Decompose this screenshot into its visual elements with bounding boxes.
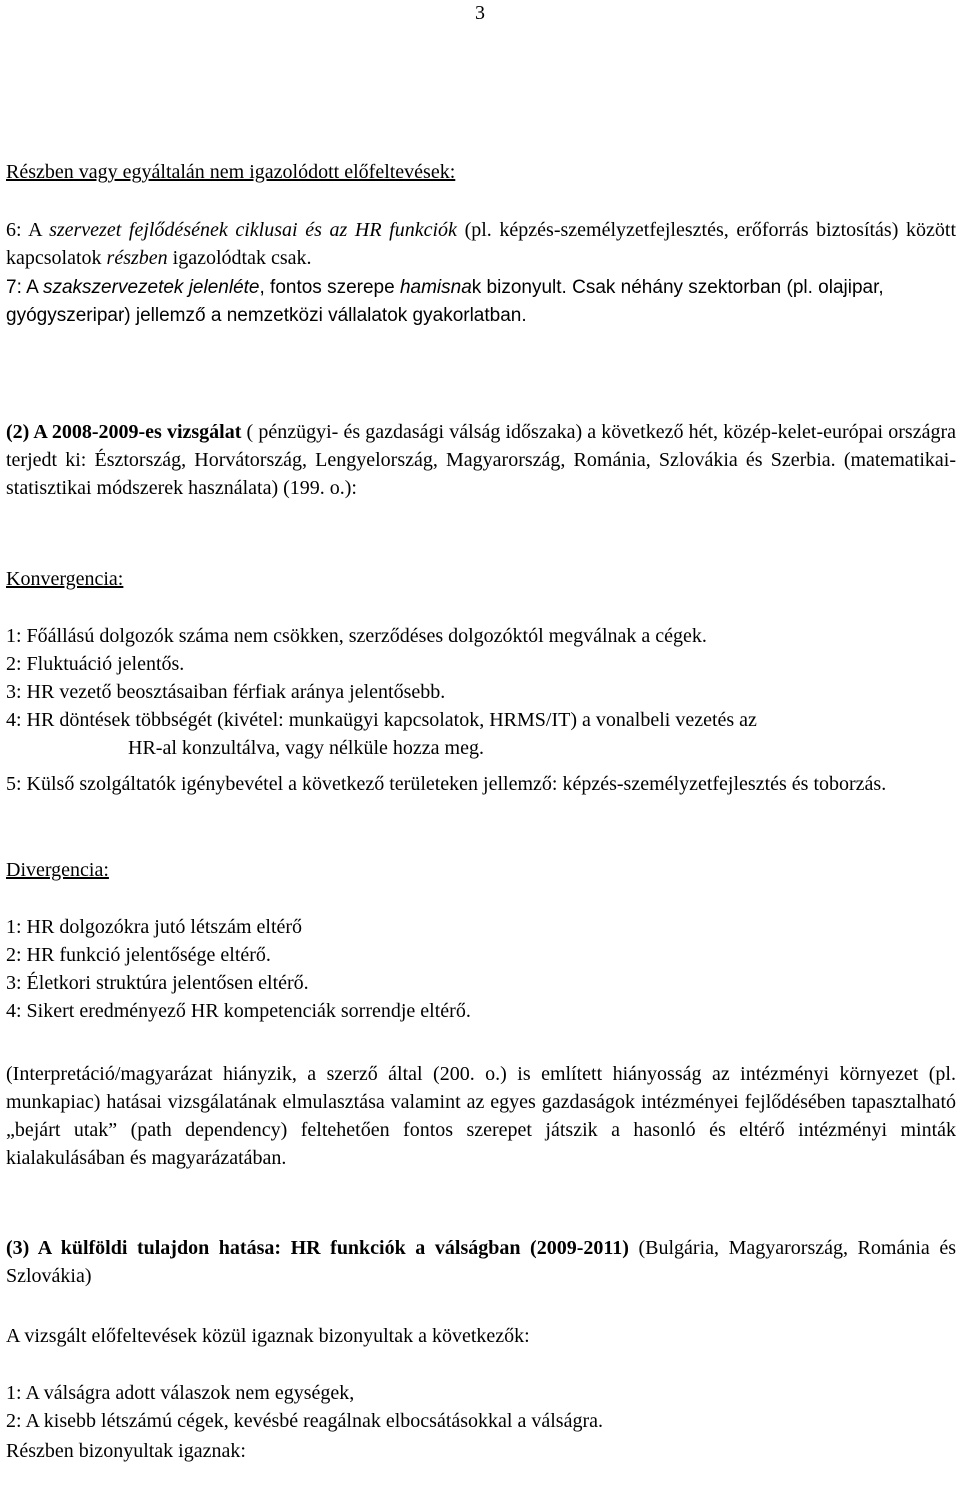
confirmed-intro: A vizsgált előfeltevések közül igaznak bizonyultak a következők: xyxy=(6,1325,530,1347)
list-item: 1: Főállású dolgozók száma nem csökken, szerződéses dolgozóktól megválnak a cégek. xyxy=(6,625,707,647)
study3-text: (Bulgária, Magyarország, Románia és Szlovákia) xyxy=(6,1237,956,1287)
list-item: 4: HR döntések többségét (kivétel: munkaügyi kapcsolatok, HRMS/IT) a vonalbeli vezetés az xyxy=(6,709,757,731)
list-item: 2: A kisebb létszámú cégek, kevésbé reagálnak elbocsátásokkal a válságra. xyxy=(6,1410,603,1432)
item7-suffix: k bizonyult. Csak néhány szektorban (pl. olajipar, gyógyszeripar) jellemző a nemzetközi vállalatok gyakorlatban. xyxy=(6,277,884,326)
list-item: 3: HR vezető beosztásaiban férfiak aránya jelentősebb. xyxy=(6,681,446,703)
item6-suffix: igazolódtak csak. xyxy=(167,247,312,269)
list-item: 2: HR funkció jelentősége eltérő. xyxy=(6,944,271,966)
convergence-heading: Konvergencia: xyxy=(6,568,124,590)
list-item: 1: HR dolgozókra jutó létszám eltérő xyxy=(6,916,303,938)
study2-title: (2) A 2008-2009-es vizsgálat xyxy=(6,421,242,443)
item7-italic-false: hamisna xyxy=(399,277,472,298)
item7-mid: , fontos szerepe xyxy=(259,277,400,298)
item7-prefix: 7: A xyxy=(6,277,43,298)
item6-italic-partial: részben xyxy=(106,247,168,269)
partial-heading: Részben vagy egyáltalán nem igazolódott előfeltevések: xyxy=(6,161,456,183)
list-item-continuation: HR-al konzultálva, vagy nélküle hozza meg. xyxy=(128,737,484,759)
study2-text: ( pénzügyi- és gazdasági válság időszaka) a következő hét, közép-kelet-európai országra terjedt ki: Észtország, Horvátország, Lengyelország, Magyarország, Románia, Szlovákia és Szerbia. (matematikai-statisztikai módszerek használata) (199. o.): xyxy=(6,421,956,499)
list-item: 2: Fluktuáció jelentős. xyxy=(6,653,185,675)
item6-prefix: 6: A xyxy=(6,219,50,241)
divergence-heading: Divergencia: xyxy=(6,859,109,881)
list-item: 1: A válságra adott válaszok nem egységek, xyxy=(6,1382,355,1404)
study2-paragraph xyxy=(6,418,956,502)
interpretation-paragraph: (Interpretáció/magyarázat hiányzik, a szerző által (200. o.) is említett hiányosság az intézményi környezet (pl. munkapiac) hatásai vizsgálatának elmulasztása valamint az egyes gazdaságok intézményei fejlődésében tapasztalható „bejárt utak” (path dependency) feltehetően fontos szerepet játszik a hasonló és eltérő intézményi minták kialakulásában és magyarázatában. xyxy=(6,1063,956,1169)
confirmed-list xyxy=(6,1379,956,1435)
list-item: 3: Életkori struktúra jelentősen eltérő. xyxy=(6,972,309,994)
item-6 xyxy=(6,216,956,272)
item7-italic-topic: szakszervezetek jelenléte xyxy=(42,277,260,298)
divergence-list xyxy=(6,913,956,1025)
convergence-item-5: 5: Külső szolgáltatók igénybevétel a következő területeken jellemző: képzés-személyzetfejlesztés és toborzás. xyxy=(6,773,887,795)
study3-paragraph xyxy=(6,1234,956,1290)
study3-title: (3) A külföldi tulajdon hatása: HR funkciók a válságban (2009-2011) xyxy=(6,1237,629,1259)
list-item: 4: Sikert eredményező HR kompetenciák sorrendje eltérő. xyxy=(6,1000,471,1022)
convergence-list xyxy=(6,622,956,762)
partial-confirmed-heading: Részben bizonyultak igaznak: xyxy=(6,1440,246,1462)
item6-italic-topic: szervezet fejlődésének ciklusai és az HR funkciók xyxy=(49,219,457,241)
item6-mid: (pl. képzés-személyzetfejlesztés, erőforrás biztosítás) között kapcsolatok xyxy=(6,219,956,269)
item-7 xyxy=(6,274,956,330)
page-number: 3 xyxy=(475,2,485,24)
